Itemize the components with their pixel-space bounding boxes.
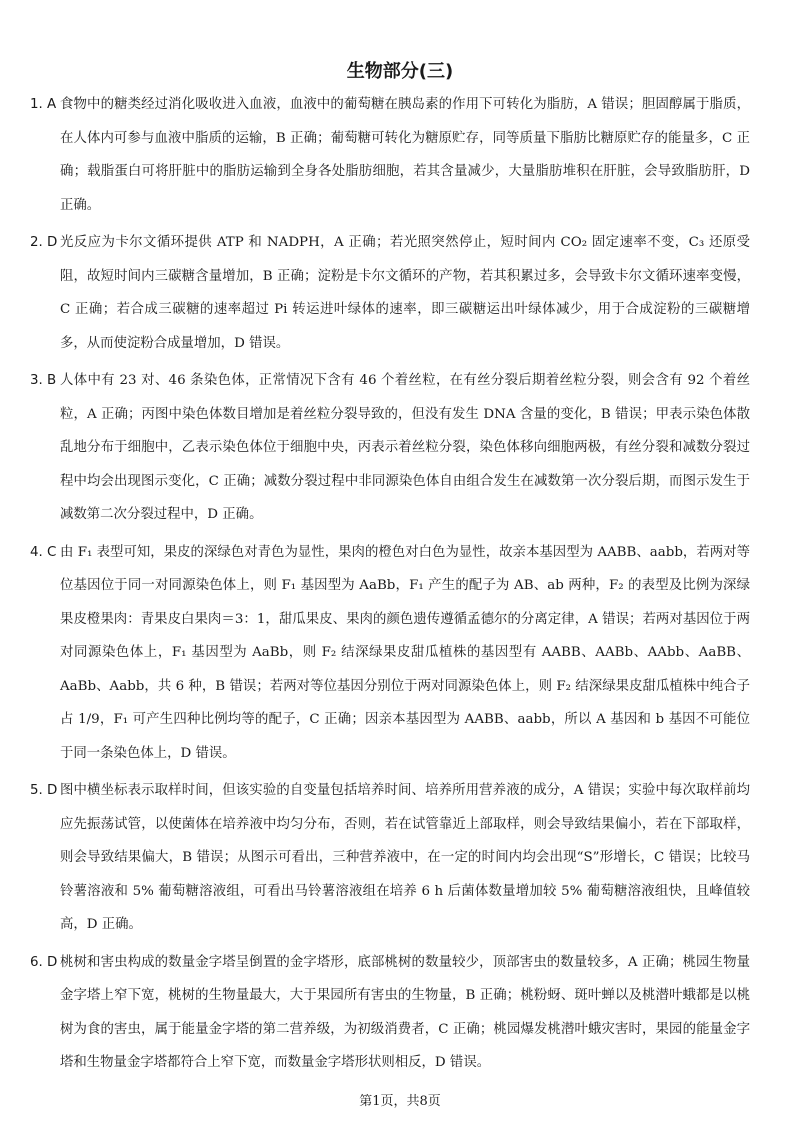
- answer-item-3: [0, 364, 800, 532]
- answer-item-2: [0, 226, 800, 360]
- answer-item-5: [0, 774, 800, 942]
- answer-list: [0, 88, 800, 1084]
- answer-text: 图中横坐标表示取样时间，但该实验的自变量包括培养时间、培养所用营养液的成分，A 错误；实验中每次取样前均应先振荡试管，以使菌体在培养液中均匀分布，否则，若在试管靠近上部取样，则会导致结果偏小，若在下部取样，则会导致结果偏大，B 错误；从图示可看出，三种营养液中，在一定的时间内均会出现“S”形增长，C 错误；比较马铃薯溶液和 5% 葡萄糖溶液组，可看出马铃薯溶液组在培养 6 h 后菌体数量增加较 5% 葡萄糖溶液组快，且峰值较高，D 正确。: [60, 783, 750, 932]
- answer-text: 由 F₁ 表型可知，果皮的深绿色对青色为显性，果肉的橙色对白色为显性，故亲本基因型为 AABB、aabb，若两对等位基因位于同一对同源染色体上，则 F₁ 基因型为 AaBb，F₁ 产生的配子为 AB、ab 两种，F₂ 的表型及比例为深绿果皮橙果肉：青果皮白果肉＝3：1，甜瓜果皮、果肉的颜色遗传遵循孟德尔的分离定律，A 错误；若两对基因位于两对同源染色体上，F₁ 基因型为 AaBb，则 F₂ 结深绿果皮甜瓜植株的基因型有 AABB、AABb、AAbb、AaBB、AaBb、Aabb，共 6 种，B 错误；若两对等位基因分别位于两对同源染色体上，则 F₂ 结深绿果皮甜瓜植株中纯合子占 1/9，F₁ 可产生四种比例均等的配子，C 正确；因亲本基因型为 AABB、aabb，所以 A 基因和 b 基因不可能位于同一条染色体上，D 错误。: [60, 544, 750, 761]
- answer-text: 桃树和害虫构成的数量金字塔呈倒置的金字塔形，底部桃树的数量较少，顶部害虫的数量较多，A 正确；桃园生物量金字塔上窄下宽，桃树的生物量最大，大于果园所有害虫的生物量，B 正确；桃粉蚜、斑叶蝉以及桃潜叶蛾都是以桃树为食的害虫，属于能量金字塔的第二营养级，为初级消费者，C 正确；桃园爆发桃潜叶蛾灾害时，果园的能量金字塔和生物量金字塔都符合上窄下宽，而数量金字塔形状则相反，D 错误。: [60, 954, 750, 1070]
- answer-number: 2. D: [30, 235, 58, 250]
- answer-item-1: [0, 88, 800, 222]
- page-number: 第1页，共8页: [359, 1094, 441, 1109]
- answer-number: 5. D: [30, 783, 58, 798]
- answer-text: 人体中有 23 对、46 条染色体，正常情况下含有 46 个着丝粒，在有丝分裂后期着丝粒分裂，则会含有 92 个着丝粒，A 正确；丙图中染色体数目增加是着丝粒分裂导致的，但没有发生 DNA 含量的变化，B 错误；甲表示染色体散乱地分布于细胞中，乙表示染色体位于细胞中央，丙表示着丝粒分裂，染色体移向细胞两极，有丝分裂和减数分裂过程中均会出现图示变化，C 正确；减数分裂过程中非同源染色体自由组合发生在减数第一次分裂后期，而图示发生于减数第二次分裂过程中，D 正确。: [60, 373, 750, 522]
- answer-number: 3. B: [30, 373, 57, 388]
- answer-text: 食物中的糖类经过消化吸收进入血液，血液中的葡萄糖在胰岛素的作用下可转化为脂肪，A 错误；胆固醇属于脂质，在人体内可参与血液中脂质的运输，B 正确；葡萄糖可转化为糖原贮存，同等质量下脂肪比糖原贮存的能量多，C 正确；载脂蛋白可将肝脏中的脂肪运输到全身各处脂肪细胞，若其含量减少，大量脂肪堆积在肝脏，会导致脂肪肝，D 正确。: [60, 97, 750, 213]
- page-title: 生物部分(三): [346, 61, 454, 82]
- answer-number: 1. A: [30, 97, 57, 112]
- answer-number: 4. C: [30, 544, 57, 560]
- answer-item-4: [0, 536, 800, 771]
- answer-item-6: [0, 946, 800, 1080]
- answer-text: 光反应为卡尔文循环提供 ATP 和 NADPH，A 正确；若光照突然停止，短时间内 CO₂ 固定速率不变，C₃ 还原受阻，故短时间内三碳糖含量增加，B 正确；淀粉是卡尔文循环的产物，若其积累过多，会导致卡尔文循环速率变慢，C 正确；若合成三碳糖的速率超过 Pi 转运进叶绿体的速率，即三碳糖运出叶绿体减少，用于合成淀粉的三碳糖增多，从而使淀粉合成量增加，D 错误。: [60, 235, 750, 351]
- answer-number: 6. D: [30, 954, 58, 970]
